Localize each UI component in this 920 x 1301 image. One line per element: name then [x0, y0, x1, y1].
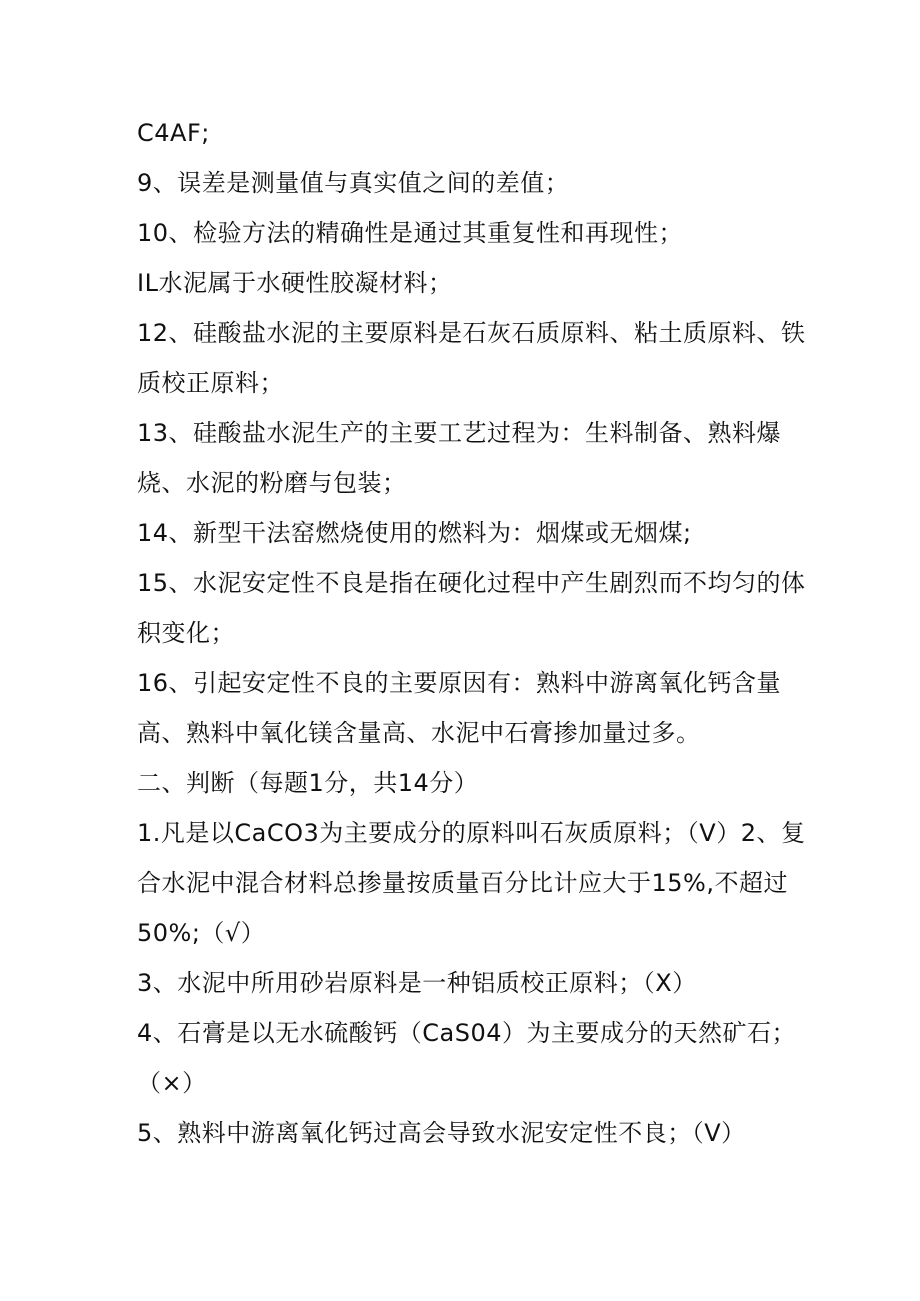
text-line: 烧、水泥的粉磨与包装； — [137, 469, 407, 497]
text-line: 积变化； — [137, 619, 235, 647]
text-line: 合水泥中混合材料总掺量按质量百分比计应大于15%,不超过 — [137, 869, 788, 897]
text-line: IL水泥属于水硬性胶凝材料； — [137, 269, 453, 297]
text-line: 13、硅酸盐水泥生产的主要工艺过程为：生料制备、熟料爆 — [137, 419, 782, 447]
text-line: 16、引起安定性不良的主要原因有：熟料中游离氧化钙含量 — [137, 669, 782, 697]
text-line: 5、熟料中游离氧化钙过高会导致水泥安定性不良；（V） — [137, 1119, 746, 1147]
text-line: 3、水泥中所用砂岩原料是一种铝质校正原料；（X） — [137, 969, 697, 997]
text-line: 1.凡是以CaCO3为主要成分的原料叫石灰质原料；（V）2、复 — [137, 819, 806, 847]
text-line: 14、新型干法窑燃烧使用的燃料为：烟煤或无烟煤; — [137, 519, 692, 547]
text-line: 4、石膏是以无水硫酸钙（CaS04）为主要成分的天然矿石； — [137, 1019, 797, 1047]
text-line: 50%;（√） — [137, 919, 266, 947]
text-line: 高、熟料中氧化镁含量高、水泥中石膏掺加量过多。 — [137, 719, 701, 747]
text-line: 15、水泥安定性不良是指在硬化过程中产生剧烈而不均匀的体 — [137, 569, 806, 597]
text-line: 9、误差是测量值与真实值之间的差值； — [137, 169, 570, 197]
text-line: 12、硅酸盐水泥的主要原料是石灰石质原料、粘土质原料、铁 — [137, 319, 806, 347]
text-line: 质校正原料； — [137, 369, 284, 397]
text-line: C4AF; — [137, 119, 210, 147]
text-line: 10、检验方法的精确性是通过其重复性和再现性； — [137, 219, 684, 247]
section-heading: 二、判断（每题1分，共14分） — [137, 769, 479, 797]
text-line: （×） — [137, 1069, 207, 1097]
